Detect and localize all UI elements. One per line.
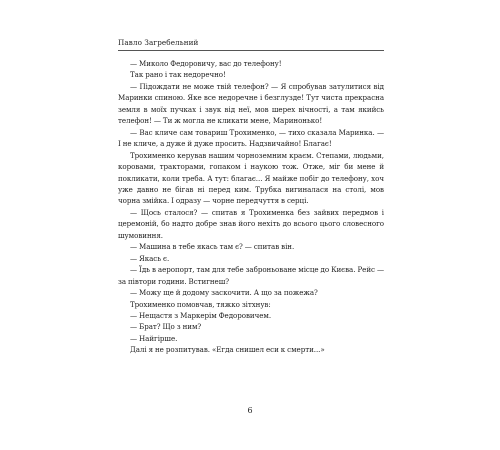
running-head: Павло Загребельний [118,38,199,47]
paragraph: — Підождати не може твій телефон? — Я спробував затулитися від Маринки спиною. Яке все недоречне і безглузде! Тут чиста прекрасна земля в моїх пучках і звук від неї, мов шерех вічності, а там якийсь телефон! — Ти ж могла не кликати мене, Маринонько! [118,81,384,126]
paragraph: Далі я не розпитував. «Егда снишел еси к смерти...» [130,345,325,355]
body-text [118,58,384,356]
paragraph: — Можу ще й додому заскочити. А що за пожежа? [130,288,318,298]
paragraph: — Машина в тебе якась там є? — спитав він. [130,242,295,252]
paragraph: — Нещастя з Маркерім Федоровичем. [130,310,272,320]
paragraph: Так рано і так недоречно! [130,70,226,80]
paragraph: Трохименко помовчав, тяжко зітхнув: [130,299,271,309]
paragraph: — Їдь в аеропорт, там для тебе заброньоване місце до Києва. Рейс — за півтори години. Встигнеш? [118,265,384,286]
paragraph: Трохименко керував нашим чорноземним краєм. Степами, людьми, коровами, тракторами, гопаком і наукою тож. Отже, міг би мене й покликати, коли треба. А тут: благає... Я майже побіг до телефону, хоч уже давно не бігав ні перед ким. Трубка вигиналася на столі, мов чорна змійка. І одразу — чорне передчуття в серці. [118,150,384,206]
page-number: 6 [247,406,253,415]
paragraph: — Брат? Що з ним? [130,322,202,332]
paragraph: — Найгірше. [130,333,178,343]
paragraph: — Миколо Федоровичу, вас до телефону! [130,59,282,68]
paragraph: — Щось сталося? — спитав я Трохименка без зайвих передмов і церемоній, бо надто добре знав його нехіть до всього цього словесного шумовиння. [118,207,384,240]
paragraph: — Вас кличе сам товариш Трохименко, — тихо сказала Маринка. — І не кличе, а дуже й дуже просить. Надзвичайно! Благає! [118,127,384,149]
header-rule [118,50,384,51]
paragraph: — Якась є. [130,253,170,263]
